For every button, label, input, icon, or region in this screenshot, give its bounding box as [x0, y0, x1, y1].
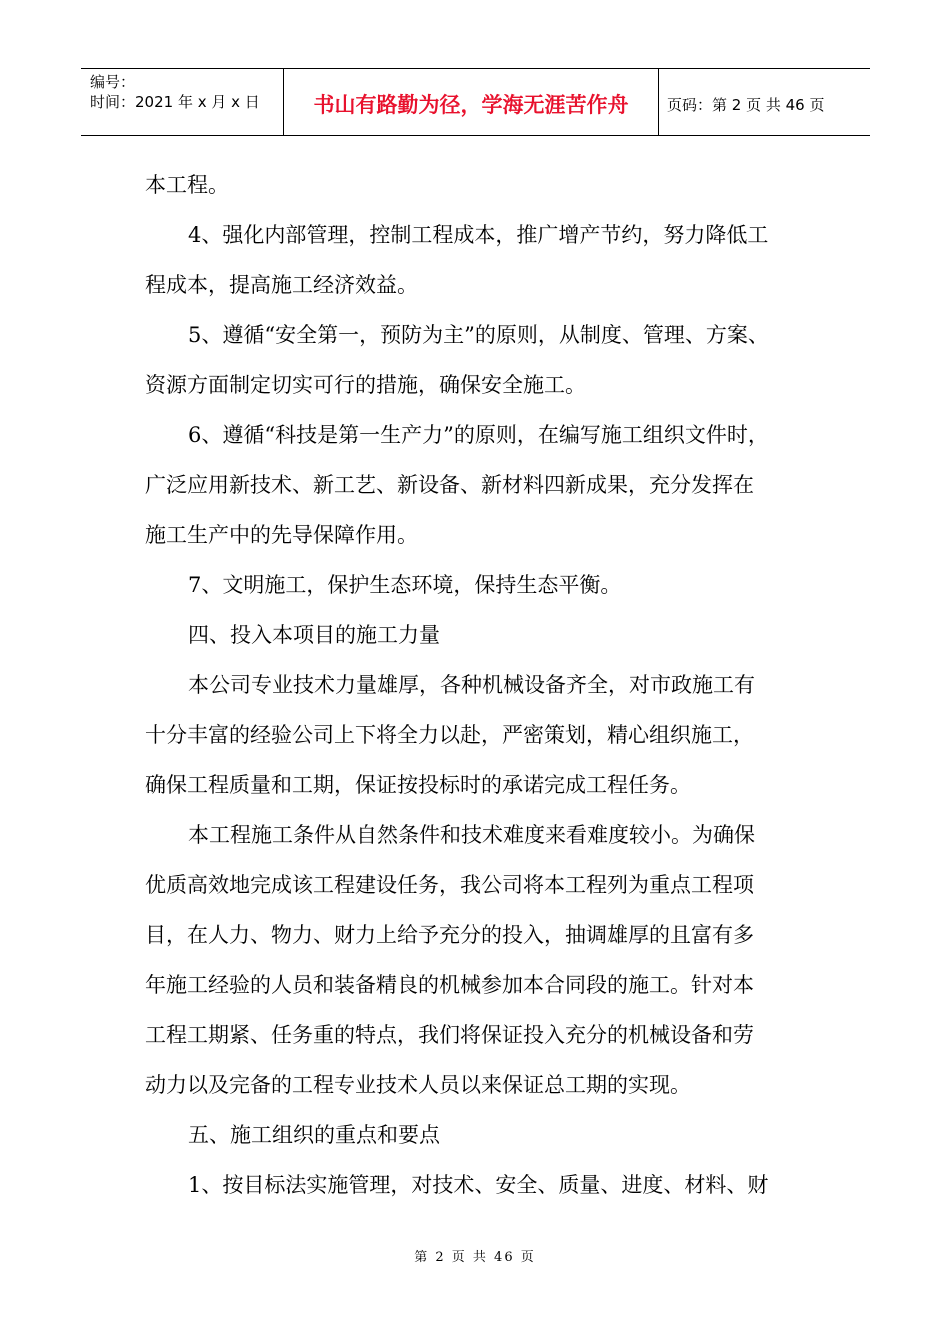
text-line: 目，在人力、物力、财力上给予充分的投入，抽调雄厚的且富有多 — [145, 923, 754, 947]
text-line: 资源方面制定切实可行的措施，确保安全施工。 — [145, 373, 586, 397]
text-line: 五、施工组织的重点和要点 — [188, 1123, 440, 1147]
document-number-label: 编号： — [90, 73, 136, 91]
header-motto-cell — [284, 69, 659, 135]
text-line: 四、投入本项目的施工力量 — [188, 623, 440, 647]
page-code-label: 页码：第 2 页 共 46 页 — [667, 95, 825, 114]
text-line: 6、遵循“科技是第一生产力”的原则，在编写施工组织文件时， — [188, 423, 769, 447]
document-body — [145, 160, 825, 1210]
text-line: 年施工经验的人员和装备精良的机械参加本合同段的施工。针对本 — [145, 973, 754, 997]
document-date-label: 时间：2021 年 x 月 x 日 — [90, 93, 260, 111]
text-line: 程成本，提高施工经济效益。 — [145, 273, 418, 297]
page-footer — [0, 1246, 950, 1265]
footer-page-number: 第 2 页 共 46 页 — [414, 1250, 536, 1265]
text-line: 本工程。 — [145, 173, 229, 197]
text-line: 十分丰富的经验公司上下将全力以赴，严密策划，精心组织施工， — [145, 723, 754, 747]
text-line: 施工生产中的先导保障作用。 — [145, 523, 418, 547]
text-line: 1、按目标法实施管理，对技术、安全、质量、进度、材料、财 — [188, 1173, 769, 1197]
text-line: 本公司专业技术力量雄厚，各种机械设备齐全，对市政施工有 — [188, 673, 755, 697]
text-line: 工程工期紧、任务重的特点，我们将保证投入充分的机械设备和劳 — [145, 1023, 754, 1047]
header-meta-cell — [81, 69, 284, 135]
text-line: 本工程施工条件从自然条件和技术难度来看难度较小。为确保 — [188, 823, 755, 847]
document-header — [81, 68, 870, 136]
text-line: 动力以及完备的工程专业技术人员以来保证总工期的实现。 — [145, 1073, 691, 1097]
text-line: 优质高效地完成该工程建设任务，我公司将本工程列为重点工程项 — [145, 873, 754, 897]
text-line: 广泛应用新技术、新工艺、新设备、新材料四新成果，充分发挥在 — [145, 473, 754, 497]
header-page-cell — [659, 69, 870, 135]
motto-text: 书山有路勤为径，学海无涯苦作舟 — [313, 93, 629, 117]
text-line: 确保工程质量和工期，保证按投标时的承诺完成工程任务。 — [145, 773, 691, 797]
text-line: 4、强化内部管理，控制工程成本，推广增产节约，努力降低工 — [188, 223, 769, 247]
text-line: 7、文明施工，保护生态环境，保持生态平衡。 — [188, 573, 622, 597]
text-line: 5、遵循“安全第一，预防为主”的原则，从制度、管理、方案、 — [188, 323, 769, 347]
